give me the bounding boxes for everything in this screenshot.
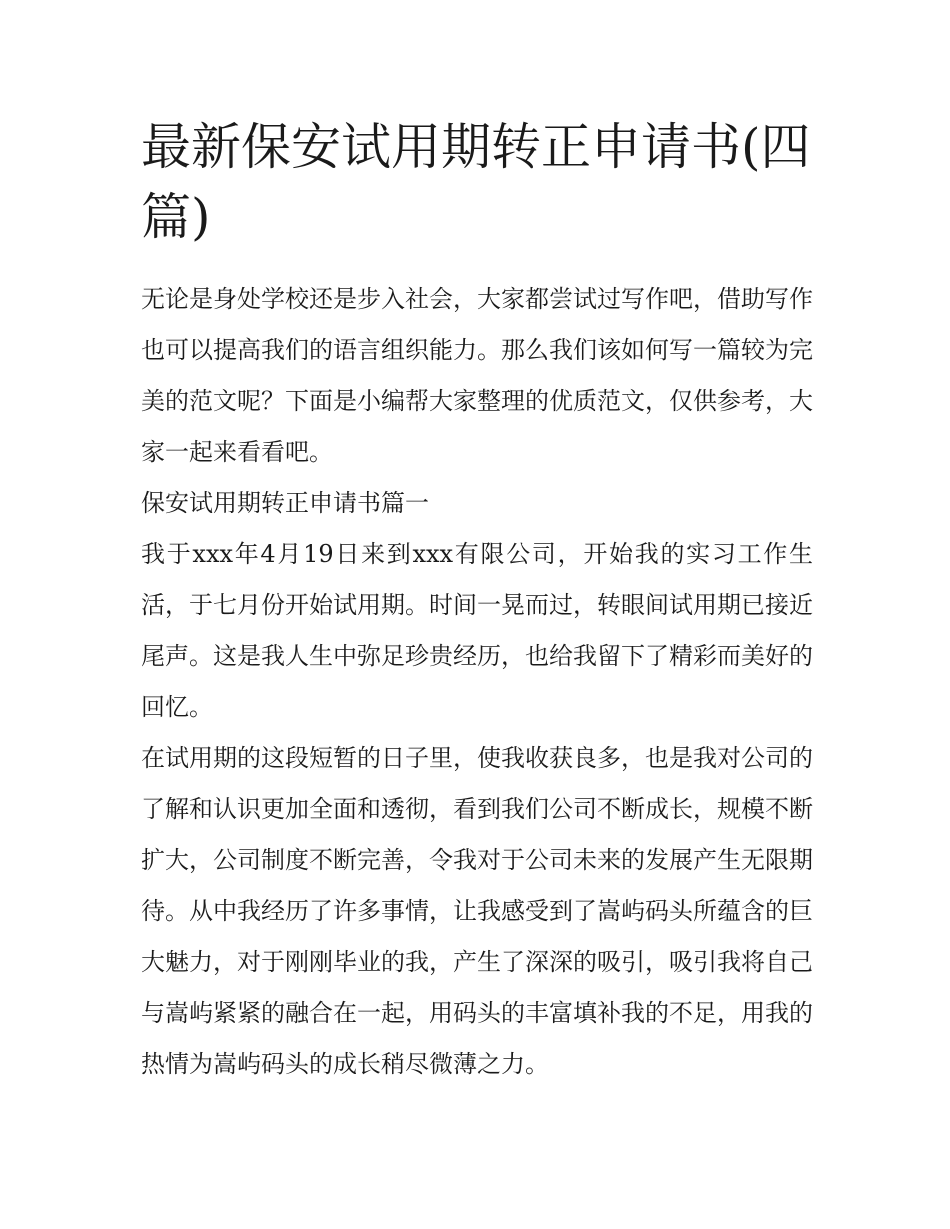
section-heading: 保安试用期转正申请书篇一 [141,489,429,517]
document-page [141,112,813,1090]
document-title: 最新保安试用期转正申请书(四篇) [141,118,811,246]
intro-paragraph: 无论是身处学校还是步入社会，大家都尝试过写作吧，借助写作也可以提高我们的语言组织能力。那么我们该如何写一篇较为完美的范文呢？下面是小编帮大家整理的优质范文，仅供参考，大家一起来看看吧。 [141,285,813,466]
body-paragraph-2: 在试用期的这段短暂的日子里，使我收获良多，也是我对公司的了解和认识更加全面和透彻，看到我们公司不断成长，规模不断扩大，公司制度不断完善，令我对于公司未来的发展产生无限期待。从中我经历了许多事情，让我感受到了嵩屿码头所蕴含的巨大魅力，对于刚刚毕业的我，产生了深深的吸引，吸引我将自己与嵩屿紧紧的融合在一起，用码头的丰富填补我的不足，用我的热情为嵩屿码头的成长稍尽微薄之力。 [141,744,813,1078]
body-paragraph-1: 我于xxx年4月19日来到xxx有限公司，开始我的实习工作生活，于七月份开始试用期。时间一晃而过，转眼间试用期已接近尾声。这是我人生中弥足珍贵经历，也给我留下了精彩而美好的回忆。 [141,540,813,721]
